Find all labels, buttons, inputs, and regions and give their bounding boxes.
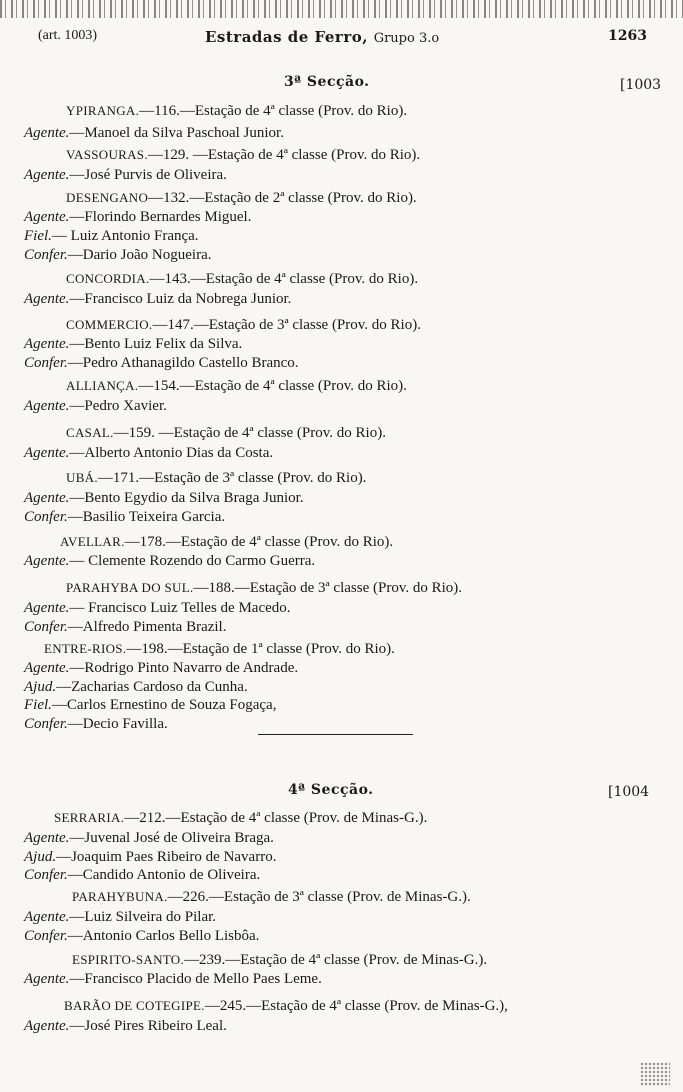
- station-name: COMMERCIO.: [66, 317, 153, 332]
- staff-line: [24, 124, 284, 142]
- staff-person: —Pedro Xavier.: [69, 398, 167, 414]
- station-desc: —116.—Estação de 4ª classe (Prov. do Rio).: [139, 103, 408, 119]
- staff-role: Ajud.: [24, 849, 57, 865]
- station-desc: —147.—Estação de 3ª classe (Prov. do Rio).: [152, 317, 421, 333]
- station-desc: —154.—Estação de 4ª classe (Prov. do Rio).: [138, 378, 407, 394]
- staff-role: Agente.: [24, 209, 70, 225]
- staff-line: [24, 1017, 227, 1035]
- station-line: [60, 533, 393, 551]
- station-line: [66, 146, 420, 164]
- staff-line: [24, 829, 274, 847]
- page-number: 1263: [608, 28, 647, 44]
- station-desc: —239.—Estação de 4ª classe (Prov. de Minas-G.).: [184, 952, 488, 968]
- staff-role: Confer.: [24, 355, 68, 371]
- station-name: CONCORDIA.: [66, 271, 150, 286]
- scan-noise: [640, 1062, 670, 1086]
- staff-line: [24, 970, 322, 988]
- station-desc: —245.—Estação de 4ª classe (Prov. de Minas-G.),: [204, 998, 508, 1014]
- station-name: ENTRE-RIOS.: [44, 641, 127, 656]
- station-line: [66, 579, 462, 597]
- station-line: [66, 189, 417, 207]
- staff-line: [24, 678, 248, 696]
- staff-line: [24, 508, 225, 526]
- header-group: Grupo 3.o: [373, 31, 440, 46]
- station-line: [54, 809, 427, 827]
- station-line: [64, 997, 508, 1015]
- staff-person: —Alfredo Pimenta Brazil.: [67, 619, 227, 635]
- station-desc: —226.—Estação de 3ª classe (Prov. de Minas-G.).: [167, 889, 471, 905]
- staff-person: —Bento Luiz Felix da Silva.: [69, 336, 243, 352]
- staff-person: —Alberto Antonio Dias da Costa.: [69, 445, 274, 461]
- staff-line: [24, 489, 304, 507]
- staff-line: [24, 397, 167, 415]
- staff-role: Confer.: [24, 509, 68, 525]
- staff-role: Agente.: [24, 398, 70, 414]
- staff-person: —Bento Egydio da Silva Braga Junior.: [69, 490, 304, 506]
- staff-line: [24, 552, 315, 570]
- staff-line: [24, 166, 227, 184]
- staff-line: [24, 290, 291, 308]
- station-name: UBÁ.: [66, 470, 98, 485]
- staff-role: Agente.: [24, 1018, 70, 1034]
- station-desc: —198.—Estação de 1ª classe (Prov. do Rio).: [126, 641, 395, 657]
- staff-line: [24, 335, 242, 353]
- staff-line: [24, 354, 299, 372]
- staff-line: [24, 227, 199, 245]
- staff-person: —Basilio Teixeira Garcia.: [67, 509, 226, 525]
- staff-role: Agente.: [24, 553, 70, 569]
- station-name: ESPIRITO-SANTO.: [72, 952, 185, 967]
- staff-person: —Luiz Silveira do Pilar.: [69, 909, 217, 925]
- station-line: [44, 640, 395, 658]
- station-name: DESENGANO: [66, 190, 149, 205]
- staff-person: — Francisco Luiz Telles de Macedo.: [69, 600, 291, 616]
- station-name: PARAHYBUNA.: [72, 889, 168, 904]
- station-name: YPIRANGA.: [66, 103, 140, 118]
- staff-person: —Dario João Nogueira.: [67, 247, 212, 263]
- staff-role: Agente.: [24, 336, 70, 352]
- staff-role: Confer.: [24, 619, 68, 635]
- staff-line: [24, 848, 276, 866]
- header-title-text: Estradas de Ferro,: [205, 28, 368, 46]
- staff-person: —Pedro Athanagildo Castello Branco.: [67, 355, 299, 371]
- staff-person: —Candido Antonio de Oliveira.: [67, 867, 261, 883]
- staff-person: —José Pires Ribeiro Leal.: [69, 1018, 227, 1034]
- station-line: [72, 888, 471, 906]
- staff-person: —Decio Favilla.: [67, 716, 168, 732]
- staff-line: [24, 696, 276, 714]
- station-desc: —178.—Estação de 4ª classe (Prov. do Rio).: [124, 534, 394, 550]
- staff-line: [24, 246, 211, 264]
- staff-role: Agente.: [24, 167, 70, 183]
- staff-role: Agente.: [24, 125, 70, 141]
- staff-line: [24, 866, 260, 884]
- staff-line: [24, 208, 251, 226]
- staff-person: —Francisco Luiz da Nobrega Junior.: [69, 291, 292, 307]
- section-divider: [258, 734, 413, 735]
- section-number: [1003: [620, 77, 662, 93]
- staff-person: —Francisco Placido de Mello Paes Leme.: [69, 971, 322, 987]
- staff-role: Ajud.: [24, 679, 57, 695]
- station-name: PARAHYBA DO SUL.: [66, 580, 194, 595]
- station-name: VASSOURAS.: [66, 147, 148, 162]
- station-desc: —212.—Estação de 4ª classe (Prov. de Minas-G.).: [124, 810, 428, 826]
- section-number: [1004: [608, 784, 650, 800]
- station-desc: —171.—Estação de 3ª classe (Prov. do Rio).: [97, 470, 367, 486]
- staff-role: Agente.: [24, 909, 70, 925]
- staff-role: Agente.: [24, 445, 70, 461]
- station-desc: —129. —Estação de 4ª classe (Prov. do Rio).: [147, 147, 421, 163]
- station-desc: —143.—Estação de 4ª classe (Prov. do Rio).: [149, 271, 419, 287]
- staff-role: Confer.: [24, 716, 68, 732]
- station-name: CASAL.: [66, 425, 114, 440]
- staff-line: [24, 927, 259, 945]
- station-name: SERRARIA.: [54, 810, 125, 825]
- staff-role: Confer.: [24, 867, 68, 883]
- staff-role: Agente.: [24, 830, 70, 846]
- staff-line: [24, 908, 216, 926]
- station-line: [66, 377, 407, 395]
- staff-person: —Joaquim Paes Ribeiro de Navarro.: [56, 849, 277, 865]
- staff-person: —Zacharias Cardoso da Cunha.: [56, 679, 248, 695]
- station-line: [66, 469, 366, 487]
- staff-role: Agente.: [24, 660, 70, 676]
- station-line: [66, 424, 386, 442]
- staff-person: —Florindo Bernardes Miguel.: [69, 209, 252, 225]
- station-desc: —159. —Estação de 4ª classe (Prov. do Rio).: [113, 425, 386, 441]
- scan-noise: [0, 0, 683, 18]
- section-title: 3ª Secção.: [284, 74, 370, 90]
- staff-person: —Carlos Ernestino de Souza Fogaça,: [51, 697, 277, 713]
- staff-person: —Rodrigo Pinto Navarro de Andrade.: [69, 660, 299, 676]
- staff-line: [24, 618, 226, 636]
- header-article: (art. 1003): [38, 28, 98, 43]
- staff-person: — Luiz Antonio França.: [51, 228, 199, 244]
- staff-line: [24, 659, 298, 677]
- staff-person: —José Purvis de Oliveira.: [69, 167, 227, 183]
- staff-role: Fiel.: [24, 697, 52, 713]
- station-line: [66, 102, 407, 120]
- station-line: [72, 951, 487, 969]
- staff-person: —Juvenal José de Oliveira Braga.: [69, 830, 274, 846]
- station-name: AVELLAR.: [60, 534, 125, 549]
- staff-role: Agente.: [24, 971, 70, 987]
- station-desc: —132.—Estação de 2ª classe (Prov. do Rio).: [148, 190, 417, 206]
- staff-person: —Antonio Carlos Bello Lisbôa.: [67, 928, 260, 944]
- station-line: [66, 270, 418, 288]
- section-title: 4ª Secção.: [288, 782, 374, 798]
- station-name: ALLIANÇA.: [66, 378, 139, 393]
- staff-role: Agente.: [24, 490, 70, 506]
- staff-line: [24, 715, 168, 733]
- staff-person: — Clemente Rozendo do Carmo Guerra.: [69, 553, 316, 569]
- staff-line: [24, 599, 291, 617]
- staff-role: Agente.: [24, 291, 70, 307]
- station-line: [66, 316, 421, 334]
- staff-role: Fiel.: [24, 228, 52, 244]
- station-desc: —188.—Estação de 3ª classe (Prov. do Rio).: [193, 580, 463, 596]
- header-title: [205, 28, 439, 46]
- staff-line: [24, 444, 273, 462]
- staff-role: Confer.: [24, 247, 68, 263]
- staff-role: Agente.: [24, 600, 70, 616]
- staff-role: Confer.: [24, 928, 68, 944]
- staff-person: —Manoel da Silva Paschoal Junior.: [69, 125, 284, 141]
- station-name: BARÃO DE COTEGIPE.: [64, 998, 205, 1013]
